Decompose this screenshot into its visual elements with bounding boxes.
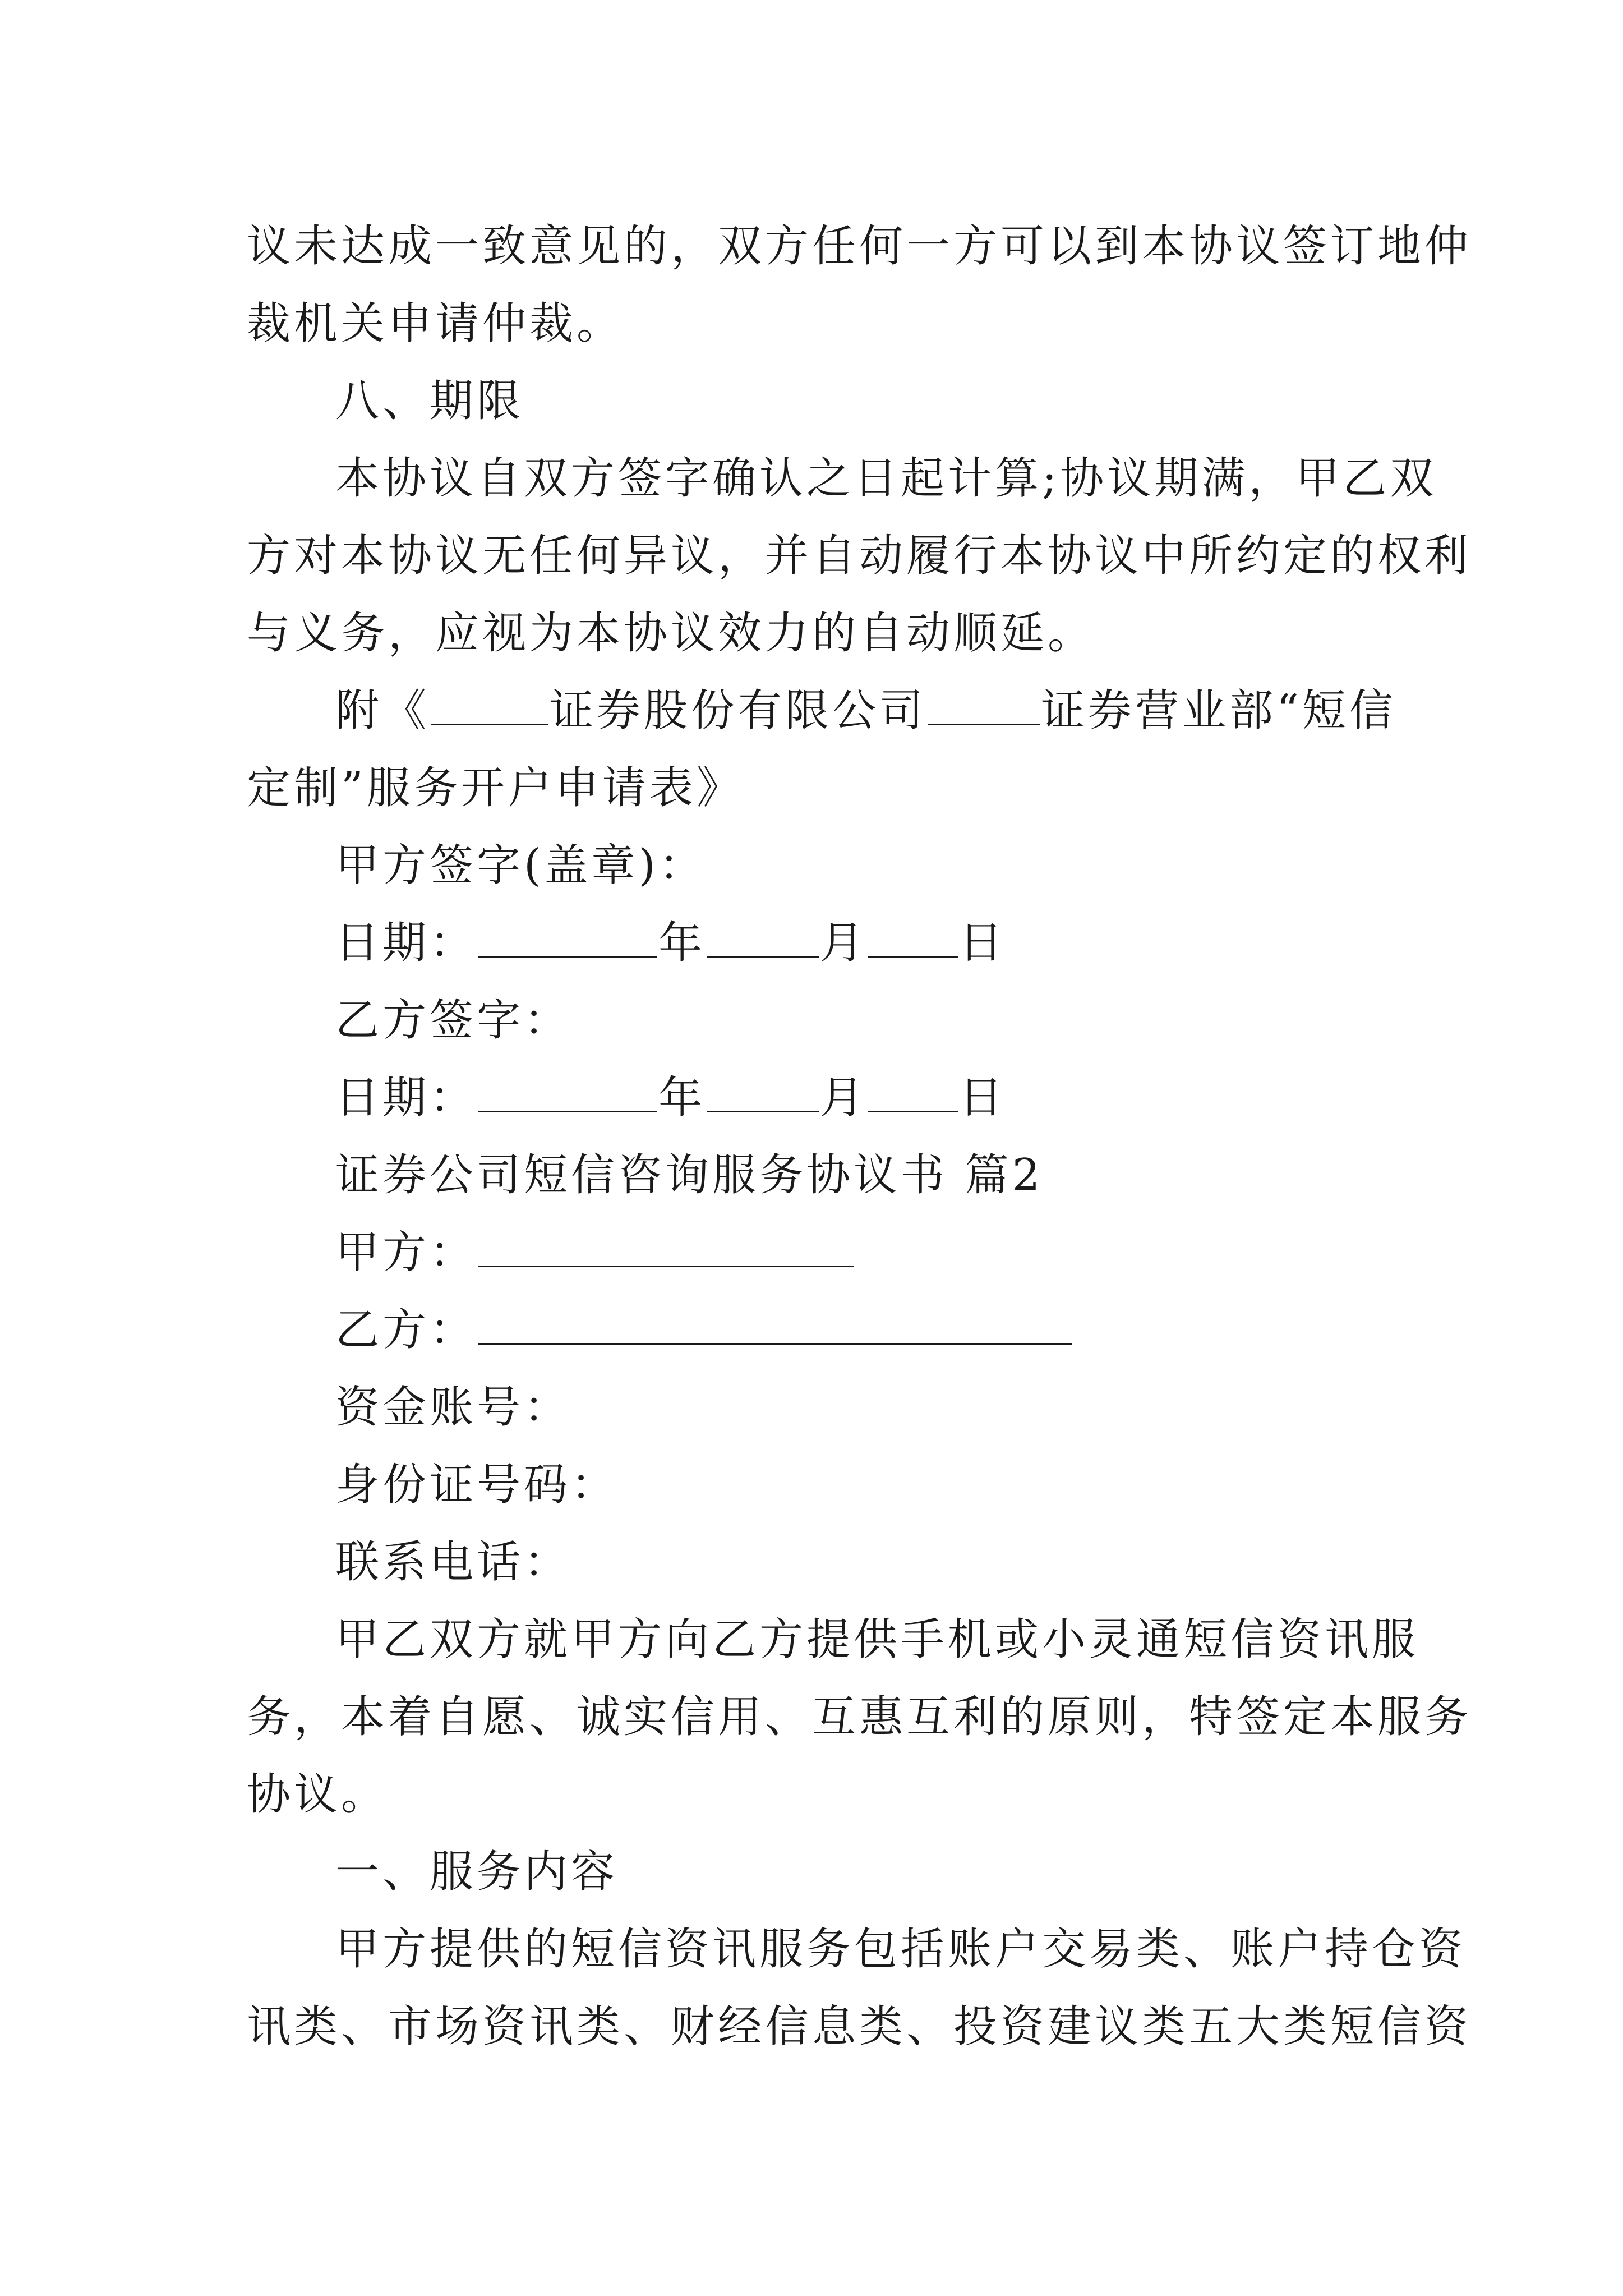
date-line-a — [247, 904, 1391, 982]
day-label: 日 — [959, 918, 1007, 968]
text-line: 与义务，应视为本协议效力的自动顺延。 — [247, 608, 1095, 659]
year-label: 年 — [658, 1073, 706, 1123]
document-page — [247, 208, 1472, 2065]
party-a-line — [247, 1214, 1391, 1291]
fund-account-label: 资金账号： — [335, 1382, 571, 1433]
day-blank — [868, 917, 958, 958]
month-blank — [707, 1071, 819, 1112]
party-a-blank — [478, 1226, 854, 1267]
month-label: 月 — [820, 1073, 868, 1123]
year-label: 年 — [658, 918, 706, 968]
month-label: 月 — [820, 918, 868, 968]
attachment-line — [247, 672, 1396, 749]
date-label: 日期： — [335, 918, 477, 968]
year-blank — [478, 917, 657, 958]
party-a-label: 甲方： — [335, 1227, 477, 1278]
section-heading: 八、期限 — [335, 376, 524, 426]
party-b-line — [247, 1291, 1391, 1369]
party-b-blank — [478, 1304, 1072, 1345]
text-line: 定制”服务开户申请表》 — [247, 763, 744, 813]
signature-label-b: 乙方签字： — [335, 995, 571, 1046]
text-line: 议未达成一致意见的，双方任何一方可以到本协议签订地仲 — [247, 221, 1472, 272]
party-b-label: 乙方： — [335, 1305, 477, 1355]
text-fragment: 证券营业部“短信 — [1041, 685, 1396, 736]
day-label: 日 — [959, 1073, 1007, 1123]
date-line-b — [247, 1059, 1391, 1137]
signature-label-a: 甲方签字(盖章)： — [335, 840, 706, 891]
date-label: 日期： — [335, 1073, 477, 1123]
text-line: 讯类、市场资讯类、财经信息类、投资建议类五大类短信资 — [247, 2001, 1472, 2052]
id-number-label: 身份证号码： — [335, 1460, 619, 1510]
text-line: 甲方提供的短信资讯服务包括账户交易类、账户持仓资 — [335, 1924, 1467, 1975]
phone-label: 联系电话： — [335, 1537, 571, 1588]
document-title: 证券公司短信咨询服务协议书 篇2 — [335, 1150, 1044, 1200]
text-line: 协议。 — [247, 1769, 389, 1820]
text-fragment: 附《 — [335, 685, 430, 736]
text-line: 方对本协议无任何异议，并自动履行本协议中所约定的权利 — [247, 531, 1472, 581]
section-heading: 一、服务内容 — [335, 1847, 619, 1897]
fill-blank — [431, 684, 548, 725]
text-fragment: 证券股份有限公司 — [550, 685, 927, 736]
text-line: 裁机关申请仲裁。 — [247, 298, 624, 349]
text-line: 本协议自双方签字确认之日起计算;协议期满，甲乙双 — [335, 453, 1437, 504]
text-line: 务，本着自愿、诚实信用、互惠互利的原则，特签定本服务 — [247, 1692, 1472, 1742]
day-blank — [868, 1071, 958, 1112]
text-line: 甲乙双方就甲方向乙方提供手机或小灵通短信资讯服 — [335, 1614, 1419, 1665]
fill-blank — [928, 684, 1040, 725]
year-blank — [478, 1071, 657, 1112]
month-blank — [707, 917, 819, 958]
